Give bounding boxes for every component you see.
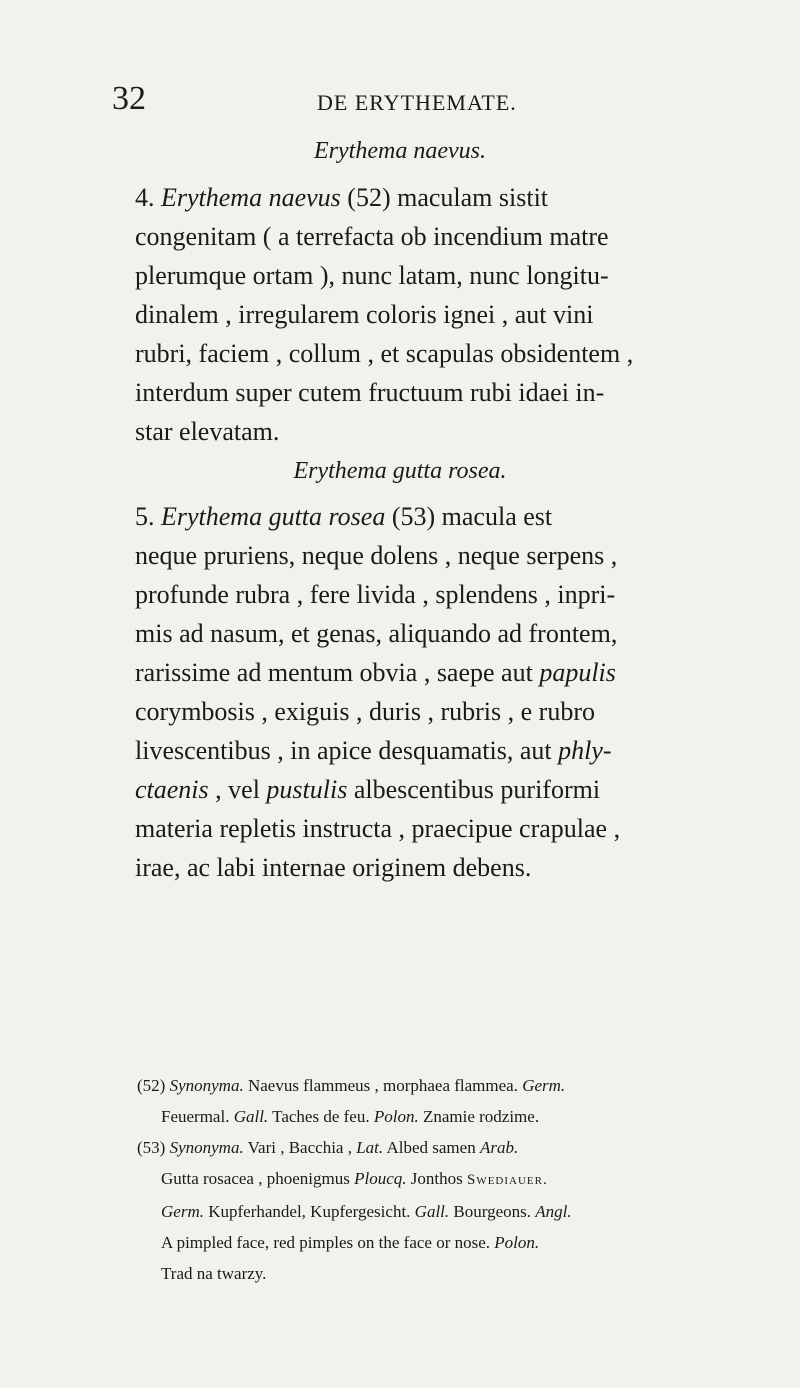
text-line (135, 770, 705, 809)
running-head: DE ERYTHEMATE. (317, 90, 517, 115)
text-run: Kupferhandel, Kupfergesicht. (203, 1202, 415, 1221)
paragraph-erythema-naevus (135, 178, 705, 451)
text-run: Albed samen (383, 1138, 480, 1157)
text-line: mis ad nasum, et genas, aliquando ad frontem, (135, 619, 618, 648)
footnote-line (137, 1070, 717, 1101)
term-italic: phly- (558, 736, 612, 765)
text-line: irae, ac labi internae originem debens. (135, 853, 532, 882)
footnote-marker: (52) (137, 1076, 170, 1095)
term-italic: Polon. (494, 1233, 540, 1252)
section-number: 4. (135, 183, 161, 212)
text-run: Naevus flammeus , morphaea flammea. (243, 1076, 523, 1095)
text-run: , vel (208, 775, 267, 804)
text-run: (52) maculam sistit (340, 183, 549, 212)
text-run: Taches de feu. (268, 1107, 374, 1126)
term-italic: Synonyma. (169, 1076, 244, 1095)
text-line: congenitam ( a terrefacta ob incendium matre (135, 222, 609, 251)
text-run: Bourgeons. (449, 1202, 536, 1221)
text-run: livescentibus , in apice desquamatis, aut (135, 736, 559, 765)
text-run: A pimpled face, red pimples on the face or nose. (161, 1233, 495, 1252)
author-small-caps: Swediauer. (466, 1172, 548, 1188)
term-italic: Gall. (414, 1202, 450, 1221)
term-italic: Germ. (161, 1202, 204, 1221)
footnote-line (137, 1196, 717, 1227)
section-heading-naevus: Erythema naevus. (314, 138, 486, 164)
footnotes (137, 1070, 717, 1289)
term-italic: Germ. (522, 1076, 566, 1095)
text-line: plerumque ortam ), nunc latam, nunc longitu- (135, 261, 609, 290)
text-line: dinalem , irregularem coloris ignei , aut vini (135, 300, 594, 329)
page-number: 32 (112, 80, 146, 117)
section-heading-gutta-rosea: Erythema gutta rosea. (293, 458, 507, 484)
term-italic: Lat. (356, 1138, 384, 1157)
text-run: Vari , Bacchia , (243, 1138, 357, 1157)
term-italic: Erythema naevus (161, 183, 341, 212)
paragraph-erythema-gutta-rosea (135, 497, 705, 887)
text-run: Feuermal. (161, 1107, 234, 1126)
term-italic: Synonyma. (169, 1138, 244, 1157)
text-line (135, 653, 705, 692)
term-italic: Ploucq. (354, 1169, 407, 1188)
text-line: materia repletis instructa , praecipue crapulae , (135, 814, 621, 843)
text-run: rarissime ad mentum obvia , saepe aut (135, 658, 540, 687)
text-line (135, 178, 705, 217)
footnote-line (137, 1163, 717, 1196)
term-italic: ctaenis (135, 775, 209, 804)
term-italic: Gall. (233, 1107, 269, 1126)
text-line: rubri, faciem , collum , et scapulas obsidentem , (135, 339, 634, 368)
text-line: interdum super cutem fructuum rubi idaei in- (135, 378, 605, 407)
text-run: (53) macula est (385, 502, 553, 531)
text-run: Jonthos (406, 1169, 467, 1188)
text-line: profunde rubra , fere livida , splendens , inpri- (135, 580, 616, 609)
page-header (112, 80, 692, 120)
text-line: star elevatam. (135, 417, 280, 446)
section-number: 5. (135, 502, 161, 531)
term-italic: Angl. (535, 1202, 572, 1221)
text-run: Znamie rodzimе. (418, 1107, 540, 1126)
text-line: corymbosis , exiguis , duris , rubris , e rubro (135, 697, 596, 726)
footnote-line (137, 1101, 717, 1132)
text-run: Gutta rosacea , phoenigmus (161, 1169, 355, 1188)
text-run: albescentibus puriformi (347, 775, 601, 804)
term-italic: Erythema gutta rosea (161, 502, 386, 531)
term-italic: pustulis (266, 775, 348, 804)
term-italic: Arab. (479, 1138, 519, 1157)
footnote-line: Trad na twarzy. (161, 1264, 267, 1283)
text-line (135, 731, 705, 770)
term-italic: Polon. (373, 1107, 419, 1126)
footnote-marker: (53) (137, 1138, 170, 1157)
term-italic: papulis (539, 658, 616, 687)
footnote-line (137, 1132, 717, 1163)
footnote-line (137, 1227, 717, 1258)
text-line: neque pruriens, neque dolens , neque serpens , (135, 541, 618, 570)
text-line (135, 497, 705, 536)
